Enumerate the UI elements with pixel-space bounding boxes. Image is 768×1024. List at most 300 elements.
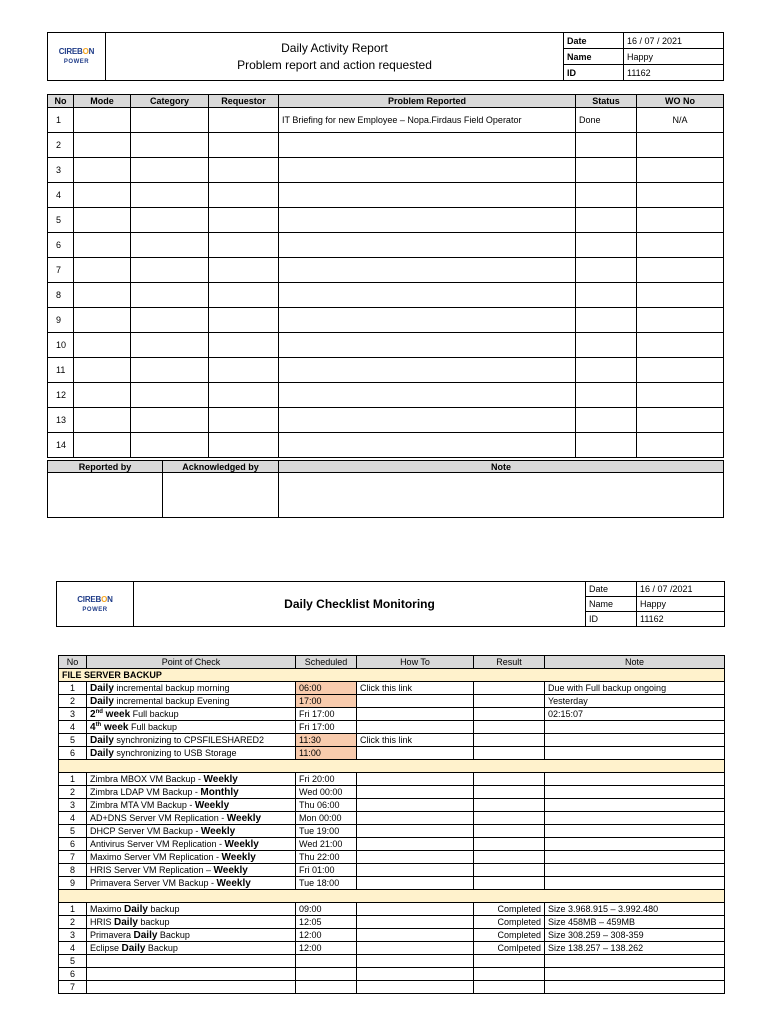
section-title: [59, 760, 725, 773]
wo-number-cell[interactable]: N/A: [637, 108, 724, 133]
result-cell[interactable]: [474, 682, 545, 695]
requestor-cell[interactable]: [209, 158, 279, 183]
scheduled-time: 09:00: [296, 903, 357, 916]
how-to-cell[interactable]: [357, 799, 474, 812]
mode-cell[interactable]: [74, 333, 131, 358]
note-cell[interactable]: [545, 786, 725, 799]
point-of-check: [87, 721, 296, 734]
frequency-label: Weekly: [194, 799, 230, 811]
mode-cell[interactable]: [74, 158, 131, 183]
problem-cell[interactable]: [279, 308, 576, 333]
wo-number-cell[interactable]: [637, 408, 724, 433]
table-row: [48, 233, 724, 258]
mode-cell[interactable]: [74, 233, 131, 258]
mode-cell[interactable]: [74, 258, 131, 283]
mode-cell[interactable]: [74, 383, 131, 408]
scheduled-time: [296, 968, 357, 981]
check-description: AD+DNS Server VM Replication -: [90, 812, 227, 823]
result-cell[interactable]: [474, 695, 545, 708]
frequency-label: Daily: [90, 682, 114, 694]
point-of-check: [87, 682, 296, 695]
checklist-title: Daily Checklist Monitoring: [134, 582, 586, 627]
frequency-label: Weekly: [213, 864, 248, 876]
column-header: Problem Reported: [279, 95, 576, 108]
row-number: 1: [59, 773, 87, 786]
column-header: How To: [357, 656, 474, 669]
how-to-cell[interactable]: [357, 695, 474, 708]
how-to-cell[interactable]: [357, 721, 474, 734]
scheduled-time: Wed 21:00: [296, 838, 357, 851]
note-cell[interactable]: [545, 968, 725, 981]
problem-cell[interactable]: [279, 183, 576, 208]
table-row: [48, 333, 724, 358]
ordinal-suffix: th: [95, 721, 102, 728]
point-of-check: [87, 851, 296, 864]
frequency-label: Daily: [121, 942, 146, 954]
result-cell[interactable]: [474, 799, 545, 812]
scheduled-time: Fri 17:00: [296, 721, 357, 734]
note-cell[interactable]: Size 138.257 – 138.262: [545, 942, 725, 955]
status-cell[interactable]: [576, 433, 637, 458]
section-title: [59, 890, 725, 903]
point-of-check: [87, 968, 296, 981]
frequency-label: 4: [90, 721, 96, 733]
date-label: Date: [564, 33, 624, 49]
status-cell[interactable]: [576, 208, 637, 233]
note-cell[interactable]: [545, 864, 725, 877]
problem-cell[interactable]: [279, 433, 576, 458]
checklist-row: [59, 708, 725, 721]
status-cell[interactable]: [576, 283, 637, 308]
column-header: Category: [131, 95, 209, 108]
mode-cell[interactable]: [74, 208, 131, 233]
note-cell[interactable]: [545, 877, 725, 890]
how-to-cell[interactable]: [357, 968, 474, 981]
wo-number-cell[interactable]: [637, 208, 724, 233]
table-row: [48, 358, 724, 383]
table-row: [48, 208, 724, 233]
point-of-check: [87, 903, 296, 916]
row-number: 2: [59, 695, 87, 708]
column-header: Requestor: [209, 95, 279, 108]
note-cell[interactable]: [545, 955, 725, 968]
category-cell[interactable]: [131, 433, 209, 458]
result-cell[interactable]: [474, 812, 545, 825]
frequency-label: Daily: [124, 903, 148, 915]
wo-number-cell[interactable]: [637, 383, 724, 408]
row-number: 5: [59, 955, 87, 968]
frequency-label: Weekly: [216, 877, 251, 889]
report-title: Daily Activity Report: [281, 40, 388, 55]
check-description: backup: [147, 903, 180, 914]
result-cell[interactable]: Comlpeted: [474, 942, 545, 955]
checklist-row: [59, 929, 725, 942]
how-to-cell[interactable]: [357, 916, 474, 929]
requestor-cell[interactable]: [209, 283, 279, 308]
requestor-cell[interactable]: [209, 408, 279, 433]
scheduled-time: [296, 955, 357, 968]
column-header: No: [59, 656, 87, 669]
row-number: 4: [48, 183, 74, 208]
row-number: 4: [59, 942, 87, 955]
problem-cell[interactable]: [279, 133, 576, 158]
result-cell[interactable]: [474, 708, 545, 721]
reported-by-label: Reported by: [48, 461, 163, 473]
note-cell[interactable]: [545, 825, 725, 838]
row-number: 13: [48, 408, 74, 433]
check-description: Primavera Server VM Backup -: [90, 877, 217, 888]
note-cell[interactable]: [545, 851, 725, 864]
requestor-cell[interactable]: [209, 358, 279, 383]
result-cell[interactable]: [474, 721, 545, 734]
how-to-cell[interactable]: [357, 864, 474, 877]
checklist-table: [58, 655, 725, 994]
problem-cell[interactable]: [279, 258, 576, 283]
category-cell[interactable]: [131, 208, 209, 233]
how-to-cell[interactable]: [357, 981, 474, 994]
status-cell[interactable]: [576, 408, 637, 433]
result-cell[interactable]: [474, 864, 545, 877]
status-cell[interactable]: [576, 358, 637, 383]
category-cell[interactable]: [131, 408, 209, 433]
how-to-cell[interactable]: [357, 942, 474, 955]
problem-cell[interactable]: [279, 383, 576, 408]
result-cell[interactable]: [474, 981, 545, 994]
check-description: backup: [137, 916, 170, 927]
checklist-row: [59, 734, 725, 747]
table-row: [48, 158, 724, 183]
how-to-cell[interactable]: [357, 773, 474, 786]
note-cell[interactable]: [545, 773, 725, 786]
report-title-block: [106, 33, 564, 81]
problem-cell[interactable]: [279, 158, 576, 183]
row-number: 3: [59, 929, 87, 942]
how-to-cell[interactable]: [357, 812, 474, 825]
category-cell[interactable]: [131, 133, 209, 158]
scheduled-time: Tue 19:00: [296, 825, 357, 838]
checklist-header: [56, 581, 725, 627]
note-cell[interactable]: [545, 747, 725, 760]
status-cell[interactable]: [576, 333, 637, 358]
check-description: Zimbra MBOX VM Backup -: [90, 773, 204, 784]
category-cell[interactable]: [131, 108, 209, 133]
wo-number-cell[interactable]: [637, 183, 724, 208]
point-of-check: [87, 929, 296, 942]
check-description: Primavera: [90, 929, 134, 940]
check-description: Full backup: [128, 721, 178, 732]
category-cell[interactable]: [131, 333, 209, 358]
requestor-cell[interactable]: [209, 183, 279, 208]
note-cell[interactable]: [545, 799, 725, 812]
row-number: 2: [48, 133, 74, 158]
point-of-check: [87, 942, 296, 955]
column-header: No: [48, 95, 74, 108]
status-cell[interactable]: [576, 383, 637, 408]
point-of-check: [87, 864, 296, 877]
point-of-check: [87, 877, 296, 890]
result-cell[interactable]: [474, 955, 545, 968]
frequency-label: Daily: [90, 734, 114, 746]
result-cell[interactable]: [474, 734, 545, 747]
activity-report-header: [47, 32, 724, 81]
mode-cell[interactable]: [74, 308, 131, 333]
row-number: 8: [59, 864, 87, 877]
how-to-link[interactable]: Click this link: [357, 682, 474, 695]
mode-cell[interactable]: [74, 183, 131, 208]
acknowledged-by-label: Acknowledged by: [163, 461, 279, 473]
table-row: [48, 308, 724, 333]
requestor-cell[interactable]: [209, 108, 279, 133]
point-of-check: [87, 812, 296, 825]
frequency-label: Weekly: [200, 825, 236, 837]
row-number: 6: [48, 233, 74, 258]
checklist-row: [59, 721, 725, 734]
section-title: FILE SERVER BACKUP: [59, 669, 725, 682]
check-description: incremental backup morning: [113, 682, 230, 693]
scheduled-time: Mon 00:00: [296, 812, 357, 825]
how-to-cell[interactable]: [357, 877, 474, 890]
reported-by-signature[interactable]: [48, 473, 163, 518]
note-cell[interactable]: Size 458MB – 459MB: [545, 916, 725, 929]
mode-cell[interactable]: [74, 283, 131, 308]
requestor-cell[interactable]: [209, 258, 279, 283]
category-cell[interactable]: [131, 258, 209, 283]
checklist-row: [59, 851, 725, 864]
problem-cell[interactable]: [279, 208, 576, 233]
note-cell[interactable]: 02:15:07: [545, 708, 725, 721]
note-cell[interactable]: Size 3.968.915 – 3.992.480: [545, 903, 725, 916]
name-label: Name: [586, 597, 637, 612]
frequency-label: Daily: [133, 929, 158, 941]
wo-number-cell[interactable]: [637, 233, 724, 258]
note-cell[interactable]: [545, 981, 725, 994]
check-description: Eclipse: [90, 942, 122, 953]
check-description: Zimbra MTA VM Backup -: [90, 799, 195, 810]
point-of-check: [87, 981, 296, 994]
report-subtitle: Problem report and action requested: [237, 57, 432, 72]
checklist-row: [59, 955, 725, 968]
note-cell[interactable]: Due with Full backup ongoing: [545, 682, 725, 695]
how-to-cell[interactable]: [357, 825, 474, 838]
row-number: 9: [59, 877, 87, 890]
row-number: 6: [59, 968, 87, 981]
wo-number-cell[interactable]: [637, 358, 724, 383]
row-number: 7: [59, 981, 87, 994]
scheduled-time: Thu 22:00: [296, 851, 357, 864]
checklist-row: [59, 799, 725, 812]
how-to-cell[interactable]: [357, 838, 474, 851]
cirebon-power-logo-icon: CIREBON POWER: [58, 47, 95, 65]
status-cell[interactable]: Done: [576, 108, 637, 133]
checklist-row: [59, 942, 725, 955]
check-description: incremental backup Evening: [113, 695, 230, 706]
requestor-cell[interactable]: [209, 333, 279, 358]
scheduled-time: 17:00: [296, 695, 357, 708]
scheduled-time: 06:00: [296, 682, 357, 695]
column-header: Mode: [74, 95, 131, 108]
requestor-cell[interactable]: [209, 208, 279, 233]
point-of-check: [87, 734, 296, 747]
check-description: synchronizing to USB Storage: [113, 747, 237, 758]
result-cell[interactable]: Completed: [474, 903, 545, 916]
wo-number-cell[interactable]: [637, 258, 724, 283]
note-label: Note: [279, 461, 724, 473]
checklist-row: [59, 903, 725, 916]
point-of-check: [87, 773, 296, 786]
result-cell[interactable]: [474, 747, 545, 760]
table-row: [48, 433, 724, 458]
note-field[interactable]: [279, 473, 724, 518]
point-of-check: [87, 799, 296, 812]
mode-cell[interactable]: [74, 358, 131, 383]
note-cell[interactable]: Yesterday: [545, 695, 725, 708]
problem-cell[interactable]: [279, 233, 576, 258]
status-cell[interactable]: [576, 233, 637, 258]
scheduled-time: Tue 18:00: [296, 877, 357, 890]
result-cell[interactable]: [474, 851, 545, 864]
result-cell[interactable]: [474, 838, 545, 851]
scheduled-time: Thu 06:00: [296, 799, 357, 812]
frequency-label: Daily: [114, 916, 138, 928]
status-cell[interactable]: [576, 158, 637, 183]
id-value: 11162: [624, 65, 724, 81]
table-row: [48, 183, 724, 208]
check-description: HRIS Server VM Replication –: [90, 864, 214, 875]
status-cell[interactable]: [576, 258, 637, 283]
requestor-cell[interactable]: [209, 383, 279, 408]
how-to-cell[interactable]: [357, 903, 474, 916]
category-cell[interactable]: [131, 358, 209, 383]
category-cell[interactable]: [131, 233, 209, 258]
row-number: 7: [59, 851, 87, 864]
scheduled-time: Fri 01:00: [296, 864, 357, 877]
row-number: 10: [48, 333, 74, 358]
row-number: 7: [48, 258, 74, 283]
row-number: 14: [48, 433, 74, 458]
report-footer: [47, 460, 724, 518]
wo-number-cell[interactable]: [637, 283, 724, 308]
requestor-cell[interactable]: [209, 308, 279, 333]
result-cell[interactable]: [474, 773, 545, 786]
problem-cell[interactable]: [279, 333, 576, 358]
note-cell[interactable]: [545, 721, 725, 734]
table-row: [48, 133, 724, 158]
how-to-cell[interactable]: [357, 851, 474, 864]
column-header: Point of Check: [87, 656, 296, 669]
acknowledged-by-signature[interactable]: [163, 473, 279, 518]
status-cell[interactable]: [576, 308, 637, 333]
point-of-check: [87, 708, 296, 721]
problem-cell[interactable]: IT Briefing for new Employee – Nopa.Firdaus Field Operator: [279, 108, 576, 133]
scheduled-time: [296, 981, 357, 994]
scheduled-time: Fri 17:00: [296, 708, 357, 721]
how-to-cell[interactable]: [357, 708, 474, 721]
table-row: [48, 258, 724, 283]
status-cell[interactable]: [576, 183, 637, 208]
check-description: synchronizing to CPSFILESHARED2: [113, 734, 264, 745]
checklist-row: [59, 864, 725, 877]
how-to-cell[interactable]: [357, 955, 474, 968]
note-cell[interactable]: [545, 838, 725, 851]
check-description: Backup: [157, 929, 190, 940]
row-number: 8: [48, 283, 74, 308]
wo-number-cell[interactable]: [637, 308, 724, 333]
section-header-row: [59, 760, 725, 773]
note-cell[interactable]: [545, 812, 725, 825]
frequency-label: Weekly: [224, 838, 259, 850]
result-cell[interactable]: [474, 786, 545, 799]
row-number: 2: [59, 786, 87, 799]
mode-cell[interactable]: [74, 108, 131, 133]
point-of-check: [87, 955, 296, 968]
result-cell[interactable]: Completed: [474, 929, 545, 942]
frequency-label: Daily: [90, 747, 114, 759]
wo-number-cell[interactable]: [637, 133, 724, 158]
how-to-link[interactable]: Click this link: [357, 734, 474, 747]
mode-cell[interactable]: [74, 408, 131, 433]
row-number: 1: [59, 903, 87, 916]
problem-cell[interactable]: [279, 408, 576, 433]
wo-number-cell[interactable]: [637, 333, 724, 358]
check-description: Maximo: [90, 903, 125, 914]
requestor-cell[interactable]: [209, 433, 279, 458]
ordinal-suffix: nd: [95, 708, 103, 715]
category-cell[interactable]: [131, 183, 209, 208]
frequency-label: Daily: [90, 695, 114, 707]
row-number: 3: [59, 708, 87, 721]
wo-number-cell[interactable]: [637, 433, 724, 458]
checklist-row: [59, 981, 725, 994]
result-cell[interactable]: [474, 877, 545, 890]
mode-cell[interactable]: [74, 433, 131, 458]
row-number: 11: [48, 358, 74, 383]
result-cell[interactable]: Completed: [474, 916, 545, 929]
problem-cell[interactable]: [279, 283, 576, 308]
table-row: [48, 108, 724, 133]
result-cell[interactable]: [474, 825, 545, 838]
requestor-cell[interactable]: [209, 233, 279, 258]
problem-cell[interactable]: [279, 358, 576, 383]
check-description: HRIS: [90, 916, 115, 927]
status-cell[interactable]: [576, 133, 637, 158]
note-cell[interactable]: Size 308.259 – 308-359: [545, 929, 725, 942]
wo-number-cell[interactable]: [637, 158, 724, 183]
frequency-label: 2: [90, 708, 96, 720]
note-cell[interactable]: [545, 734, 725, 747]
point-of-check: [87, 786, 296, 799]
mode-cell[interactable]: [74, 133, 131, 158]
check-description: Backup: [145, 942, 178, 953]
category-cell[interactable]: [131, 308, 209, 333]
category-cell[interactable]: [131, 158, 209, 183]
checklist-row: [59, 747, 725, 760]
column-header: WO No: [637, 95, 724, 108]
how-to-cell[interactable]: [357, 786, 474, 799]
scheduled-time: 12:00: [296, 942, 357, 955]
how-to-cell[interactable]: [357, 929, 474, 942]
category-cell[interactable]: [131, 383, 209, 408]
column-header: Result: [474, 656, 545, 669]
row-number: 5: [59, 825, 87, 838]
point-of-check: [87, 825, 296, 838]
name-label: Name: [564, 49, 624, 65]
requestor-cell[interactable]: [209, 133, 279, 158]
how-to-cell[interactable]: [357, 747, 474, 760]
result-cell[interactable]: [474, 968, 545, 981]
category-cell[interactable]: [131, 283, 209, 308]
scheduled-time: 12:00: [296, 929, 357, 942]
id-label: ID: [564, 65, 624, 81]
